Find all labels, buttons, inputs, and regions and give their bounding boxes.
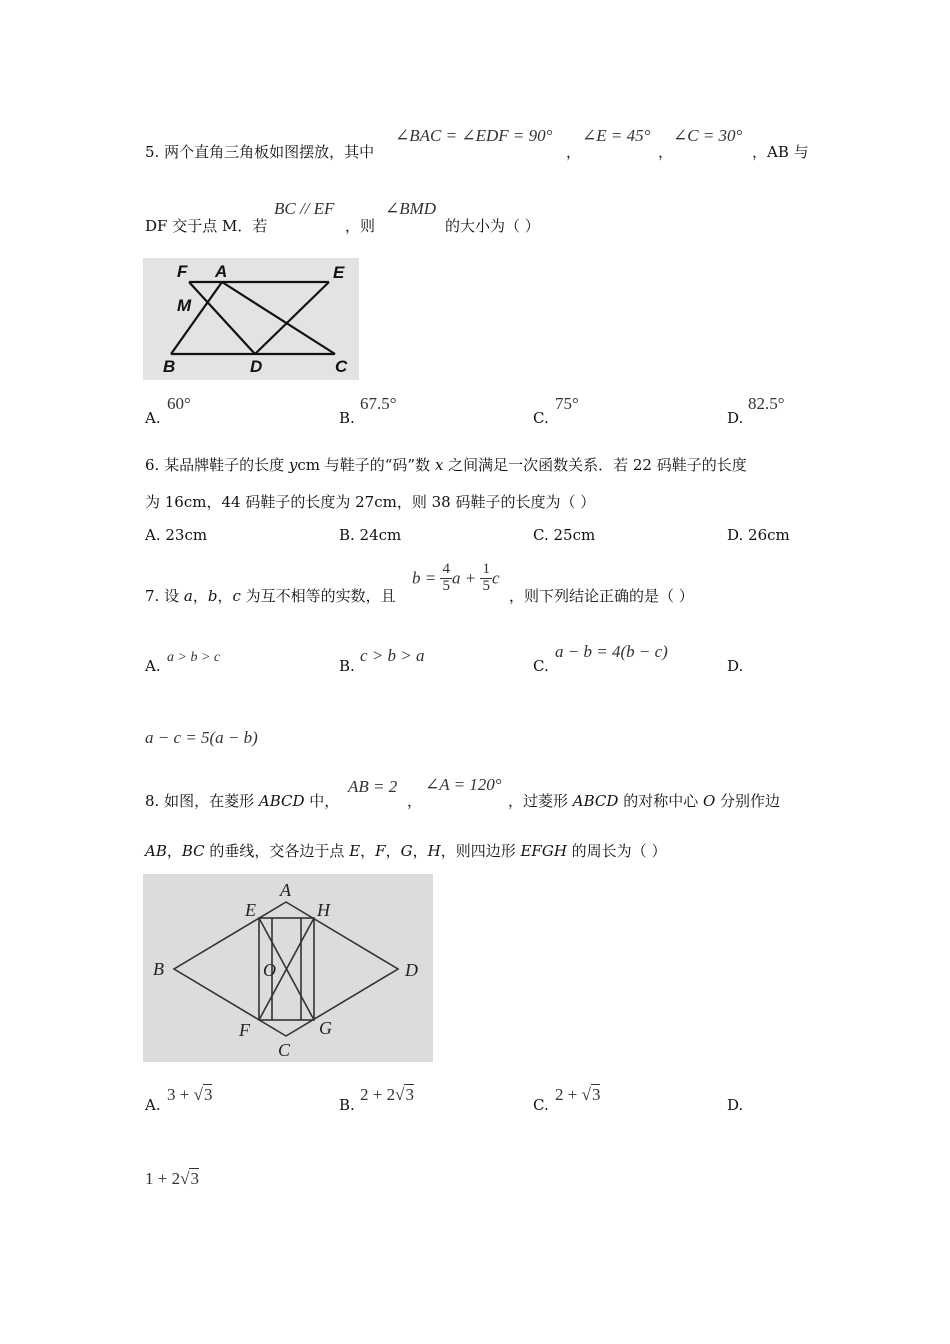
q8-abcd-2: ABCD [572,792,619,810]
q6-option-c[interactable]: C. 25cm [533,526,596,544]
q8-abcd-1: ABCD [258,792,305,810]
q6-option-b[interactable]: B. 24cm [339,526,402,544]
q6-line1 [145,454,747,475]
q8-option-a-value: 3 + √3 [167,1085,213,1104]
q5-label-a: A [215,262,228,281]
q5-line1-prefix: 5. 两个直角三角板如图摆放，其中 [145,143,375,161]
q5-option-b-value: 67.5° [360,394,397,413]
q5-eq3: ∠C = 30° [673,126,743,145]
q8-option-d-label[interactable]: D. [727,1096,744,1114]
q5-label-f: F [177,262,188,281]
q5-label-d: D [250,357,263,376]
q5-line2-prefix: DF 交于点 M．若 [145,217,268,235]
q8-label-g: G [319,1018,332,1038]
q8-label-d: D [405,960,418,980]
q6-option-a[interactable]: A. 23cm [145,526,208,544]
q5-sep2: ， [658,143,674,161]
q5-option-d-value: 82.5° [748,394,785,413]
q7-option-c-value: a − b = 4(b − c) [555,642,668,661]
q8-option-b-label[interactable]: B. [339,1096,355,1114]
q8-option-d-value: 1 + 2√3 [145,1169,199,1188]
q8-label-o: O [263,960,276,980]
q8-mid2: ，过菱形 [508,792,573,810]
q5-label-e: E [333,263,345,282]
q7-equation [412,562,500,595]
q6-var-x: x [434,456,444,474]
q5-option-c-value: 75° [555,394,579,413]
q5-eq4: BC // EF [274,199,335,218]
q7-eq-a: a + [451,568,481,588]
q7-option-c-label[interactable]: C. [533,657,549,675]
q7-prefix: 7. 设 [145,587,184,605]
q7-comma2: ， [217,587,233,605]
q7-suffix: ，则下列结论正确的是（ ） [509,587,694,605]
q8-option-a-label[interactable]: A. [145,1096,161,1114]
q8-prefix: 8. 如图，在菱形 [145,792,259,810]
q7-var-a: a [183,587,193,605]
q5-option-c-label[interactable]: C. [533,409,549,427]
q7-option-a-value: a > b > c [167,650,221,665]
q8-eq2: ∠A = 120° [425,775,502,794]
q8-label-b: B [153,959,164,979]
q6-line2: 为 16cm，44 码鞋子的长度为 27cm，则 38 码鞋子的长度为（ ） [145,493,596,511]
q5-eq1: ∠BAC = ∠EDF = 90° [395,126,553,145]
q6-text-a: 6. 某品牌鞋子的长度 [145,456,289,474]
q7-option-b-value: c > b > a [360,646,425,665]
q5-line1-suffix: ，AB 与 [752,143,809,161]
q5-option-d-label[interactable]: D. [727,409,744,427]
q8-line1-start [145,790,339,811]
q8-eq1: AB = 2 [348,777,398,796]
q5-option-b-label[interactable]: B. [339,409,355,427]
q5-sep1: ， [566,143,582,161]
q7-frac-2: $\frac{1}{5}$ [482,561,490,594]
q7-option-d-value: a − c = 5(a − b) [145,728,258,747]
q6-text-b: cm 与鞋子的“码”数 [297,456,435,474]
q8-var-o: O [702,792,716,810]
q6-var-y: y [288,456,298,474]
q5-label-b: B [163,357,176,376]
q8-label-c: C [278,1040,291,1060]
q7-stem-start [145,585,396,606]
q8-line1-end [508,790,780,811]
q7-var-c: c [232,587,241,605]
q5-option-a-label[interactable]: A. [145,409,161,427]
q7-option-d-label[interactable]: D. [727,657,744,675]
q7-comma1: ， [192,587,208,605]
q5-figure [143,258,359,380]
q8-label-h: H [317,900,330,920]
q8-sep: ， [407,792,423,810]
q8-option-b-value: 2 + 2√3 [360,1085,414,1104]
q7-mid: 为互不相等的实数，且 [240,587,396,605]
q8-label-a: A [280,880,291,900]
q7-frac-1: $\frac{4}{5}$ [442,561,450,594]
q6-text-c: 之间满足一次函数关系．若 22 码鞋子的长度 [443,456,747,474]
q5-label-c: C [335,357,348,376]
q7-var-b: b [207,587,218,605]
q5-eq5: ∠BMD [385,199,437,218]
q5-option-a-value: 60° [167,394,191,413]
q7-option-a-label[interactable]: A. [145,657,161,675]
q7-option-b-label[interactable]: B. [339,657,355,675]
q5-line2-mid: ，则 [345,217,376,235]
q7-eq-c: c [491,568,500,588]
q8-mid3: 的对称中心 [618,792,703,810]
q8-line2: AB，BC 的垂线，交各边于点 E，F，G，H，则四边形 EFGH 的周长为（ ） [145,842,667,860]
q8-mid1: 中， [304,792,340,810]
q7-eq-lhs: b = [412,568,441,588]
q5-label-m: M [177,296,192,315]
q8-option-c-value: 2 + √3 [555,1085,601,1104]
q8-label-e: E [245,900,256,920]
q6-option-d[interactable]: D. 26cm [727,526,790,544]
q5-line2-suffix: 的大小为（ ） [445,217,540,235]
q8-option-c-label[interactable]: C. [533,1096,549,1114]
q8-label-f: F [239,1020,250,1040]
q8-figure [143,874,433,1062]
q8-mid4: 分别作边 [715,792,781,810]
q5-eq2: ∠E = 45° [582,126,651,145]
